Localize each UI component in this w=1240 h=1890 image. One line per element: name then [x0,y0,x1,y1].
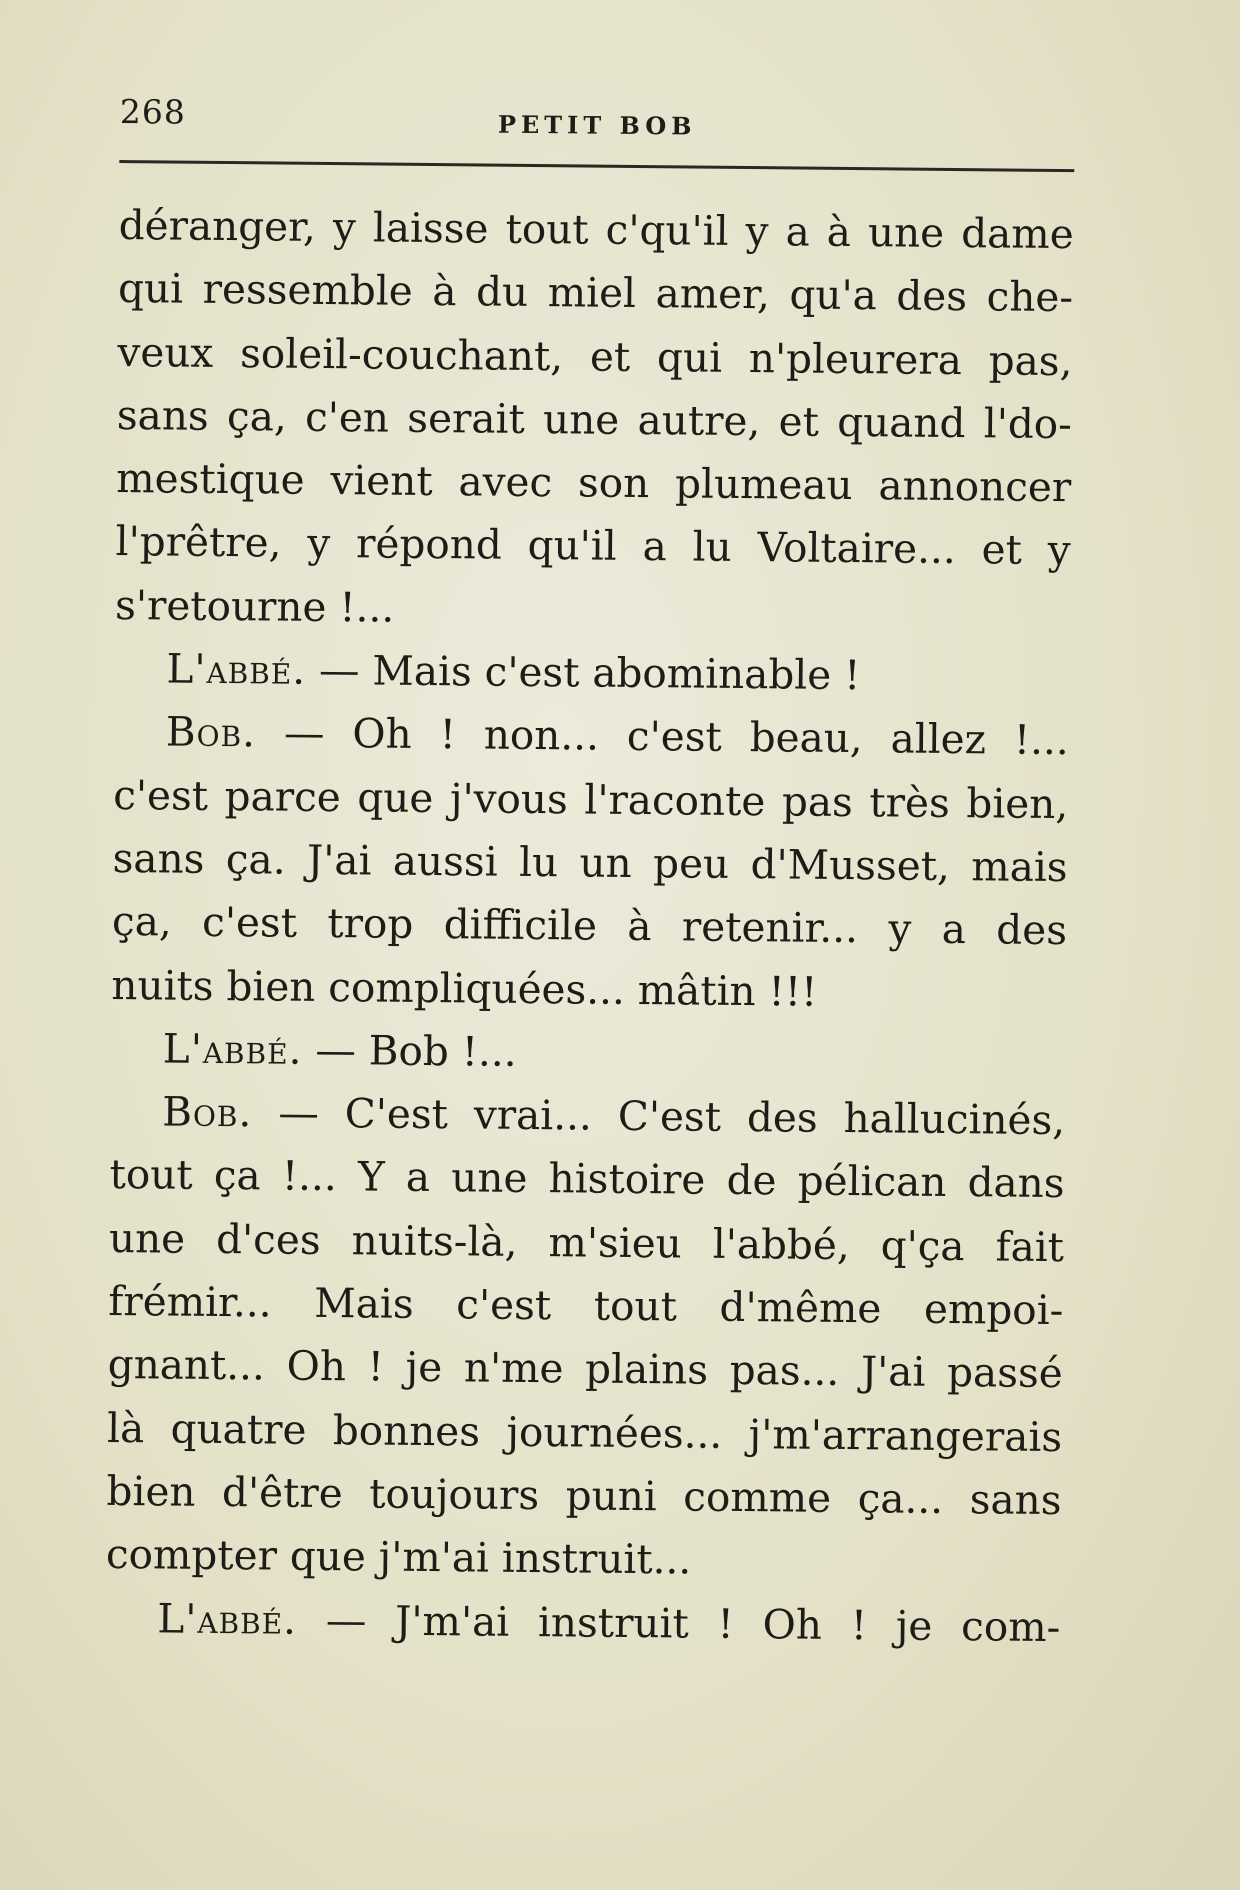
text-line [110,1080,1066,1152]
line-text: s'retourne !... [114,580,395,632]
line-text: là quatre bonnes journées... j'm'arrangerais [106,1403,1063,1461]
speaker-name: Bob. [161,1087,253,1137]
line-text: mestique vient avec son plumeau annoncer [116,454,1072,512]
text-body [105,194,1074,1659]
line-text: déranger, y laisse tout c'qu'il y a à une dame [118,200,1074,259]
line-text: — C'est vrai... C'est des hallucinés, [252,1088,1066,1145]
text-line [115,510,1071,582]
line-text: bien d'être toujours puni comme ça... sans [106,1466,1062,1525]
line-text: — J'm'ai instruit ! Oh ! je com- [296,1595,1061,1651]
text-line [111,1017,1067,1089]
text-line [112,890,1068,962]
text-line [114,637,1070,709]
text-line [105,1586,1061,1658]
text-line [116,447,1072,519]
line-text: frémir... Mais c'est tout d'même empoi- [108,1276,1064,1335]
text-line [118,257,1074,329]
speaker-name: Bob. [165,707,257,757]
text-line [117,384,1073,456]
line-text: l'prêtre, y répond qu'il a lu Voltaire... et y [115,517,1071,575]
speaker-name: L'abbé. [162,1024,303,1074]
line-text: une d'ces nuits-là, m'sieu l'abbé, q'ça fait [108,1213,1065,1271]
text-line [106,1523,1062,1595]
line-text: ça, c'est trop difficile à retenir... y a des [111,897,1068,955]
line-text: gnant... Oh ! je n'me plains pas... J'ai passé [107,1340,1063,1398]
text-line [109,1143,1065,1215]
running-title: PETIT BOB [497,109,697,141]
text-line [108,1270,1064,1342]
text-line [112,827,1068,899]
header-rule [119,160,1074,172]
text-line [117,321,1073,393]
page-header [119,92,1075,161]
text-line [107,1397,1063,1469]
line-text: compter que j'm'ai instruit... [105,1530,692,1584]
text-line [114,700,1070,772]
line-text: — Mais c'est abominable ! [305,645,861,700]
text-line [111,954,1067,1026]
line-text: c'est parce que j'vous l'raconte pas très bien, [113,770,1069,828]
line-text: tout ça !... Y a une histoire de pélican dans [109,1150,1065,1208]
text-line [115,574,1071,646]
text-line [118,194,1074,266]
line-text: veux soleil-couchant, et qui n'pleurera pas, [117,327,1073,385]
line-text: sans ça, c'en serait une autre, et quand l'do- [116,390,1073,449]
book-page [103,92,1075,1841]
line-text: — Oh ! non... c'est beau, allez !... [255,708,1070,765]
speaker-name: L'abbé. [166,644,307,694]
text-line [113,764,1069,836]
page-number: 268 [119,92,186,132]
speaker-name: L'abbé. [157,1593,298,1644]
line-text: nuits bien compliquées... mâtin !!! [111,960,818,1016]
text-line [106,1460,1062,1532]
line-text: sans ça. J'ai aussi lu un peu d'Musset, mais [112,833,1068,892]
text-line [107,1333,1063,1405]
line-text: — Bob !... [302,1025,517,1076]
line-text: qui ressemble à du miel amer, qu'a des che- [117,264,1074,322]
text-line [109,1207,1065,1279]
